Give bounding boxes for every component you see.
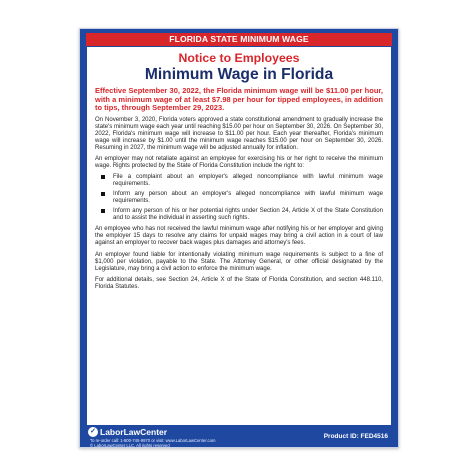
brand-name: LaborLawCenter <box>100 427 168 437</box>
civil-action-paragraph: An employee who has not received the lawful minimum wage after notifying his or her employer and giving the employer 15 days to resolve any claims for unpaid wages may bring a civil action in a court of law against an employer to recover back wages plus damages and attorney's fees. <box>95 226 383 247</box>
rights-list-item <box>95 208 383 222</box>
rights-text: Inform any person about an employer's alleged noncompliance with lawful minimum wage requirements. <box>113 191 383 205</box>
rights-list-item <box>95 174 383 188</box>
amendment-paragraph: On November 3, 2020, Florida voters approved a state constitutional amendment to gradually increase the state's minimum wage each year until reaching $15.00 per hour on September 30, 2026. On September 30, 2022, Florida's minimum wage will increase to $11.00 per hour. Each year thereafter, Florida's minimum wage will increase by $1.00 until the minimum wage reaches $15.00 per hour on September 30, 2026. Resuming in 2027, the minimum wage will be adjusted annually for inflation. <box>95 116 383 151</box>
bullet-icon <box>101 175 105 179</box>
product-id: Product ID: FED4516 <box>323 433 388 440</box>
rights-list <box>95 174 383 222</box>
wage-poster <box>79 28 399 448</box>
poster-footer <box>86 427 392 448</box>
rights-list-item <box>95 191 383 205</box>
notice-title: Notice to Employees <box>178 51 300 65</box>
reorder-info: To re-order call: 1-800-745-9970 or visit: www.LaborLawCenter.com <box>90 438 216 443</box>
bullet-icon <box>101 209 105 213</box>
effective-date-statement: Effective September 30, 2022, the Florida minimum wage will be $11.00 per hour, with a minimum wage of at least $7.98 per hour for tipped employees, in addition to tips, through September 29, 2023. <box>95 86 383 113</box>
rights-text: File a complaint about an employer's alleged noncompliance with lawful minimum wage requirements. <box>113 174 383 188</box>
brand <box>88 427 167 437</box>
bullet-icon <box>101 192 105 196</box>
main-title: Minimum Wage in Florida <box>144 66 334 83</box>
logo-icon: ✓ <box>88 427 98 437</box>
notice-panel <box>87 47 391 425</box>
copyright: © LaborLawCenter LLC. All rights reserved <box>90 442 170 448</box>
additional-details-paragraph: For additional details, see Section 24, Article X of the State of Florida Constitution, and section 448.110, Florida Statutes. <box>95 276 383 290</box>
rights-text: Inform any person of his or her potential rights under Section 24, Article X of the State Constitution and to assist the individual in asserting such rights. <box>113 208 383 222</box>
state-banner: FLORIDA STATE MINIMUM WAGE <box>86 33 392 46</box>
penalty-paragraph: An employer found liable for intentionally violating minimum wage requirements is subject to a fine of $1,000 per violation, payable to the State. The Attorney General, or other official designated by the Legislature, may bring a civil action to enforce the minimum wage. <box>95 251 383 272</box>
retaliation-paragraph: An employer may not retaliate against an employee for exercising his or her right to receive the minimum wage. Rights protected by the State of Florida Constitution include the right to: <box>95 156 383 170</box>
